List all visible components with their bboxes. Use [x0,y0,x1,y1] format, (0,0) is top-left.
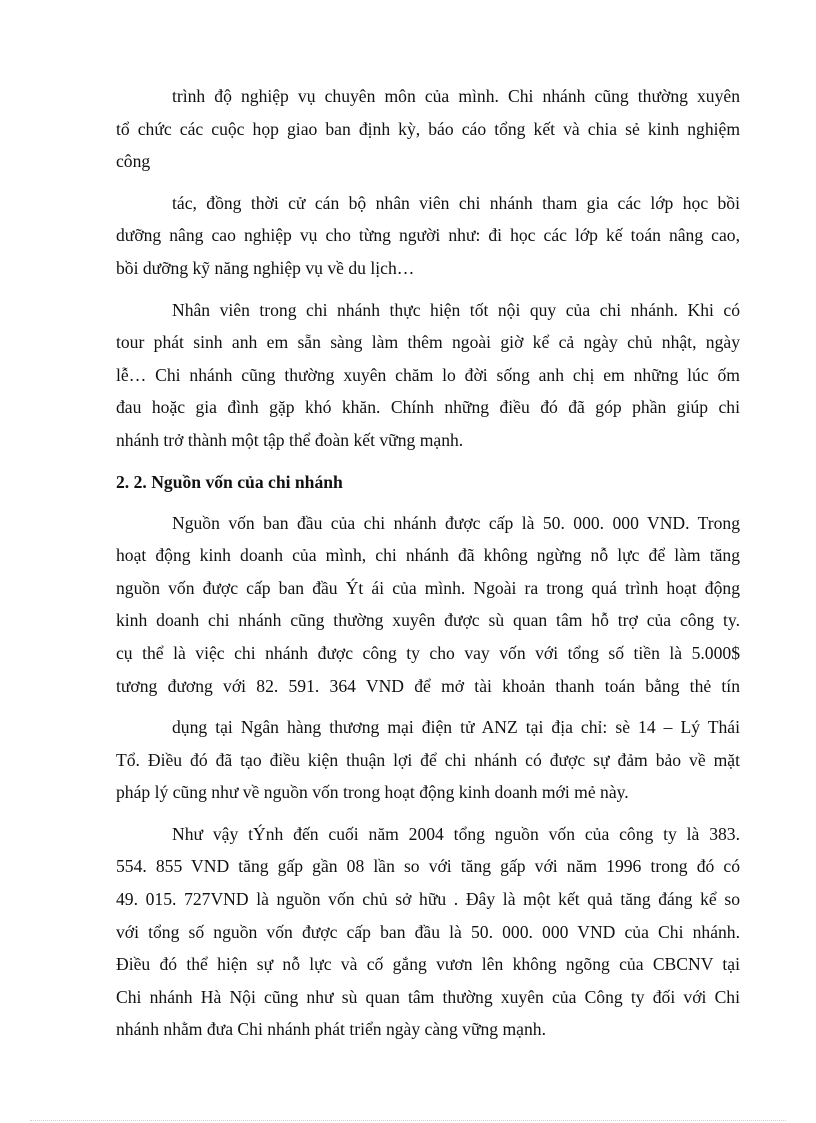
text-line: nhánh nhằm đưa Chi nhánh phát triển ngày càng vững mạnh. [116,1019,546,1040]
text-line: hoạt động kinh doanh của mình, chi nhánh đã không ngừng nỗ lực để làm tăng [116,545,740,566]
text-line: bồi dưỡng kỹ năng nghiệp vụ về du lịch… [116,257,415,278]
text-line: kinh doanh chi nhánh cũng thường xuyên được sù quan tâm hỗ trợ của công ty. [116,610,740,631]
text-line: Như vậy tÝnh đến cuối năm 2004 tổng nguồn vốn của công ty là 383. [172,823,740,844]
text-line: đau hoặc gia đình gặp khó khăn. Chính những điều đó đã góp phần giúp chi [116,397,740,418]
text-line: trình độ nghiệp vụ chuyên môn của mình. Chi nhánh cũng thường xuyên [172,86,740,106]
text-line: dụng tại Ngân hàng thương mại điện tử ANZ tại địa chỉ: sè 14 – Lý Thái [172,717,740,738]
page-bottom-divider [30,1120,786,1121]
text-line: với tổng số nguồn vốn được cấp ban đầu là 50. 000. 000 VND của Chi nhánh. [116,921,740,942]
text-line: Chi nhánh Hà Nội cũng như sù quan tâm thường xuyên của Công ty đối với Chi [116,986,740,1007]
text-line: công [116,151,151,172]
text-line: 554. 855 VND tăng gấp gần 08 lần so với tăng gấp với năm 1996 trong đó có [116,856,740,877]
paragraph [116,818,740,1046]
text-line: Tổ. Điều đó đã tạo điều kiện thuận lợi để chi nhánh có được sự đảm bảo về mặt [116,749,740,770]
paragraph [116,187,740,285]
paragraph [116,294,740,457]
text-line: dưỡng nâng cao nghiệp vụ cho từng người như: đi học các lớp kế toán nâng cao, [116,225,740,246]
section-heading: 2. 2. Nguồn vốn của chi nhánh [116,471,343,492]
text-line: tổ chức các cuộc họp giao ban định kỳ, báo cáo tổng kết và chia sẻ kinh nghiệm [116,118,740,139]
text-line: nhánh trở thành một tập thể đoàn kết vững mạnh. [116,429,464,450]
text-line: Nhân viên trong chi nhánh thực hiện tốt nội quy của chi nhánh. Khi có [172,299,740,320]
text-line: cụ thể là việc chi nhánh được công ty cho vay vốn với tổng số tiền là 5.000$ [116,642,740,663]
text-line: pháp lý cũng như về nguồn vốn trong hoạt động kinh doanh mới mẻ này. [116,782,629,803]
paragraph [116,711,740,809]
text-line: tương đương với 82. 591. 364 VND để mở tài khoản thanh toán bằng thẻ tín [116,675,740,696]
text-line: Nguồn vốn ban đầu của chi nhánh được cấp là 50. 000. 000 VND. Trong [172,512,740,533]
text-line: nguồn vốn được cấp ban đầu Ýt ái của mình. Ngoài ra trong quá trình hoạt động [116,577,740,598]
text-line: lễ… Chi nhánh cũng thường xuyên chăm lo đời sống anh chị em những lúc ốm [116,364,740,385]
document-page [116,80,740,1046]
text-line: Điều đó thể hiện sự nỗ lực và cố gắng vươn lên không ngõng của CBCNV tại [116,954,740,975]
paragraph [116,80,740,178]
text-line: tour phát sinh anh em sẵn sàng làm thêm ngoài giờ kể cả ngày chủ nhật, ngày [116,332,740,353]
paragraph [116,507,740,703]
text-line: 49. 015. 727VND là nguồn vốn chủ sở hữu . Đây là một kết quả tăng đáng kể so [116,889,740,910]
text-line: tác, đồng thời cử cán bộ nhân viên chi nhánh tham gia các lớp học bồi [172,192,740,213]
